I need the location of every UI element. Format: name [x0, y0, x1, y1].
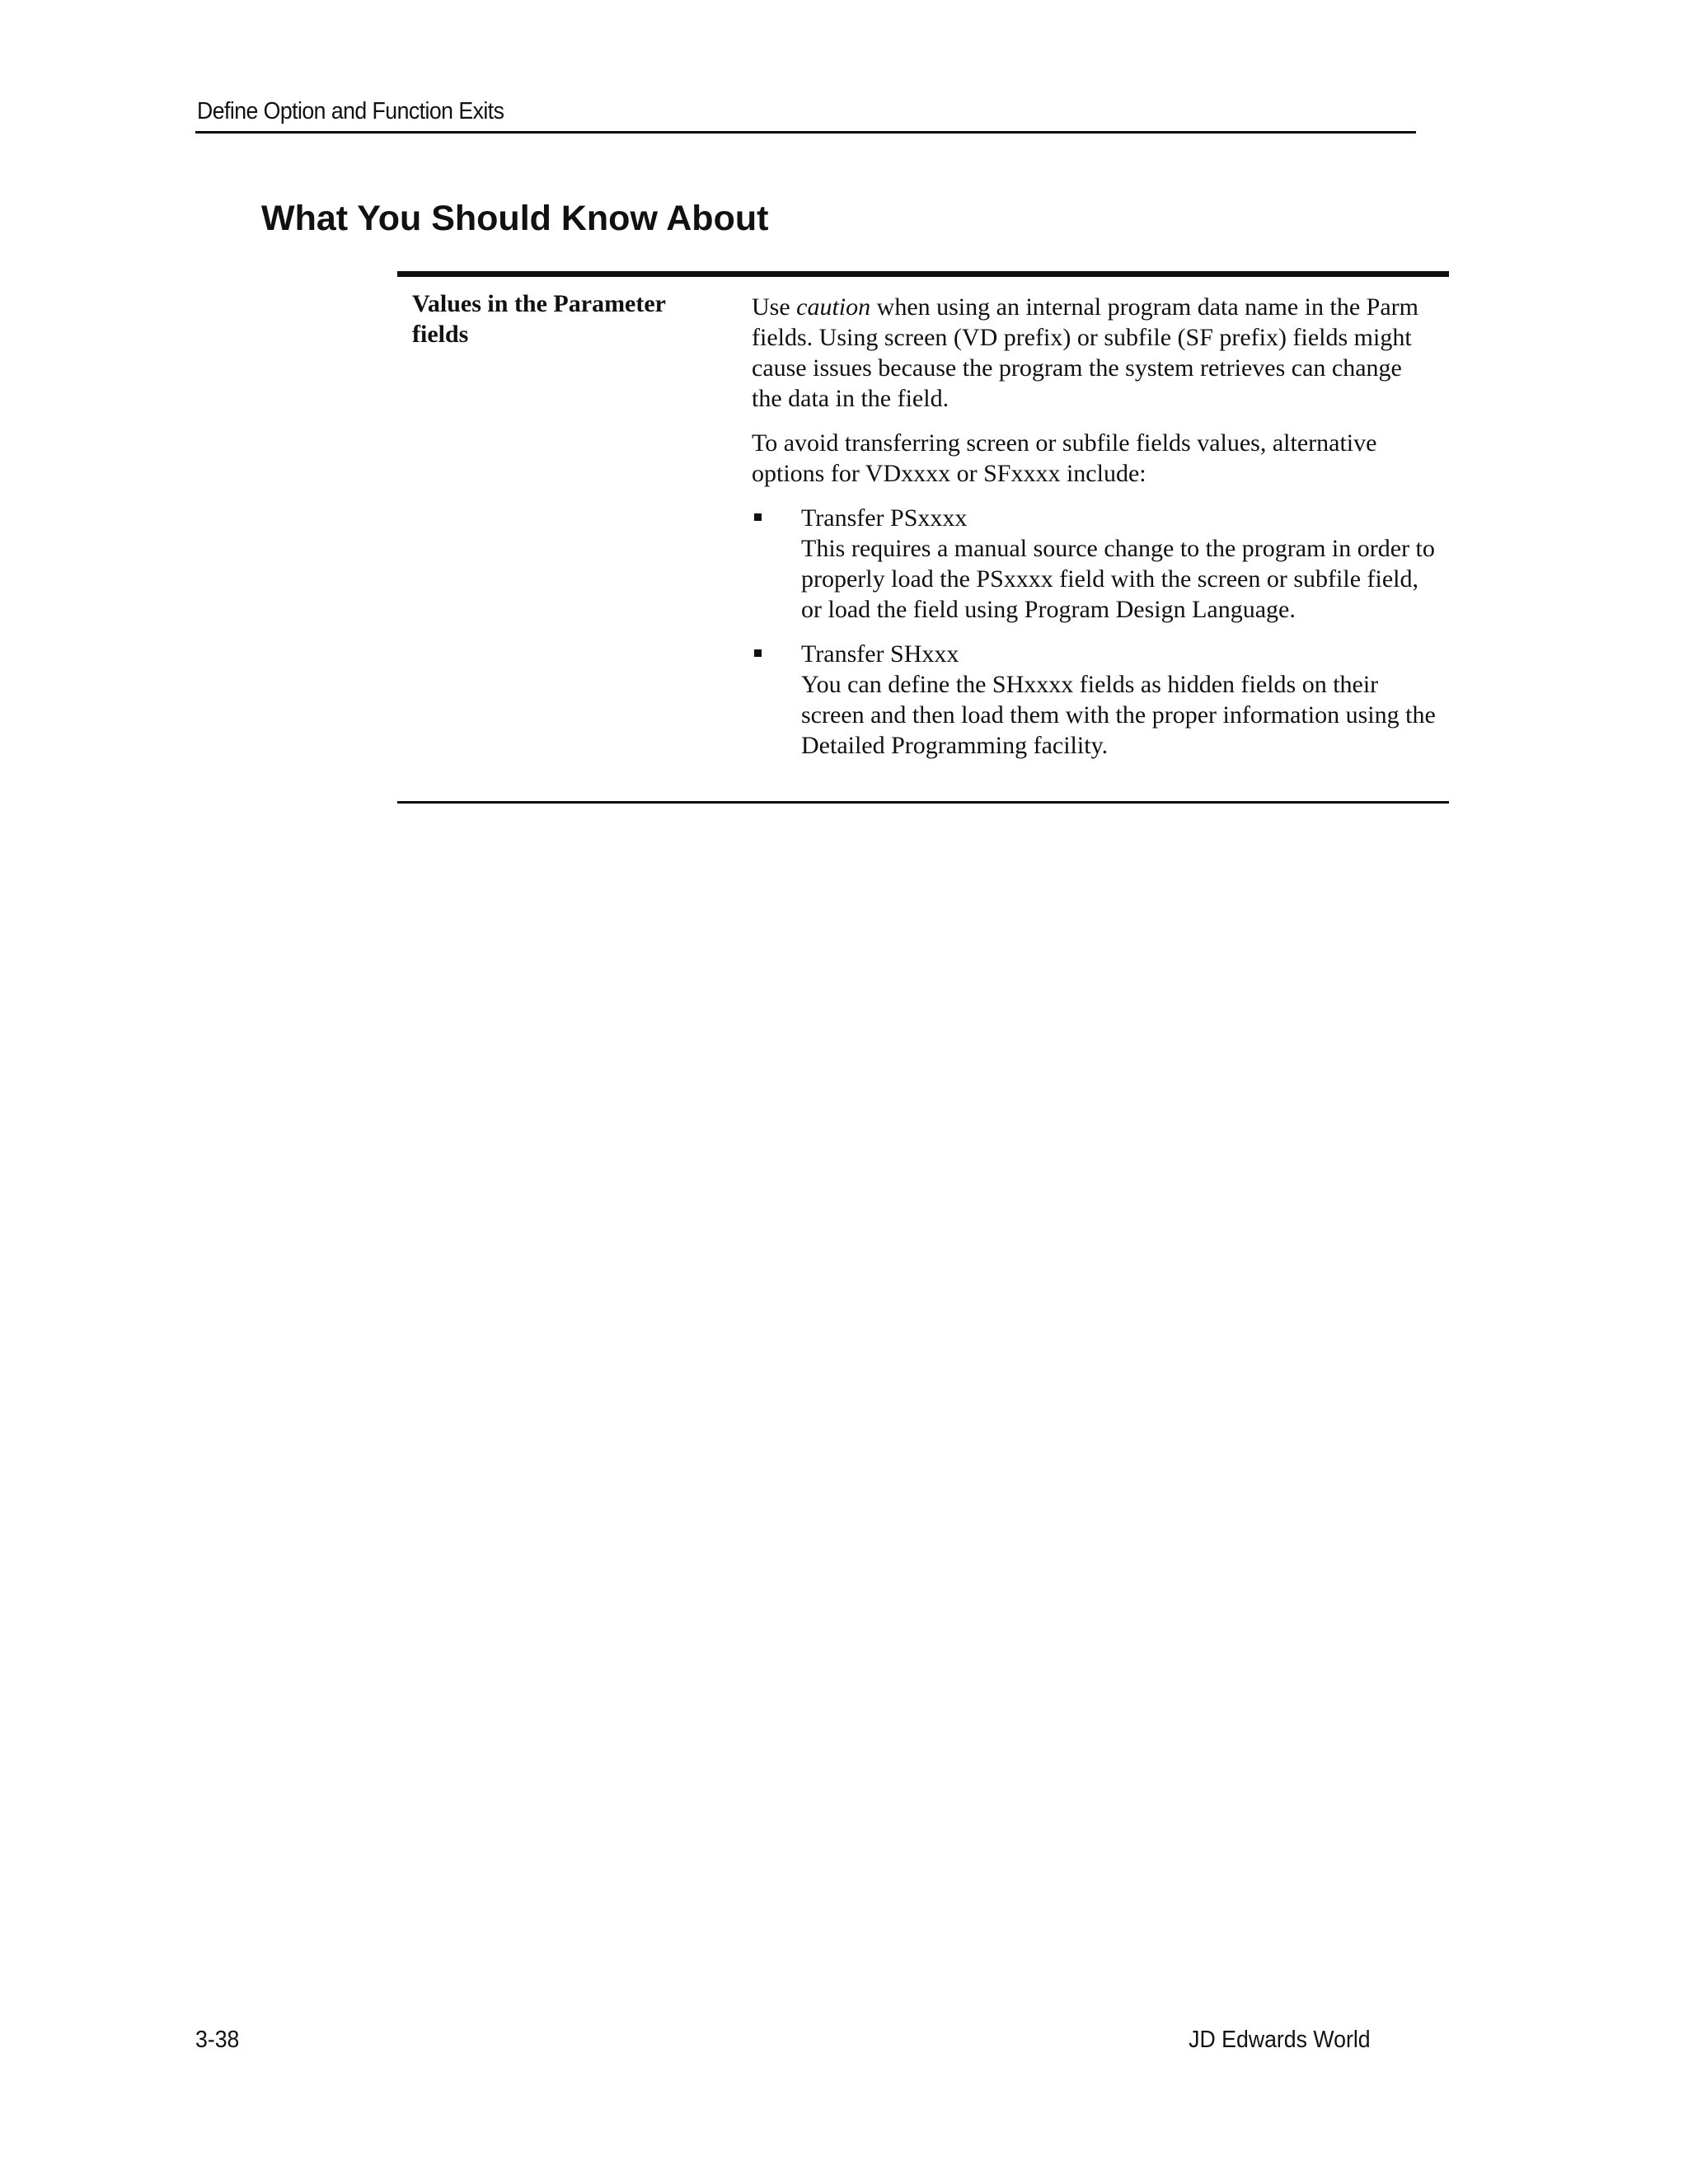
paragraph-text: Use	[752, 293, 797, 321]
bullet-list	[752, 503, 1436, 761]
footer-product-name: JD Edwards World	[1189, 2027, 1371, 2053]
bullet-title: Transfer PSxxxx	[801, 504, 968, 532]
paragraph-text: when using an internal program data name in the Parm fields. Using screen (VD prefix) or subfile (SF prefix) fields might cause issues because the program the system retrieves can change the data in the field.	[752, 293, 1418, 412]
square-bullet-icon	[754, 513, 762, 521]
bullet-body: This requires a manual source change to the program in order to properly load the PSxxxx field with the screen or subfile field, or load the field using Program Design Language.	[801, 535, 1435, 623]
description-paragraph-2: To avoid transferring screen or subfile fields values, alternative options for VDxxxx or SFxxxx include:	[752, 429, 1377, 487]
info-table	[397, 271, 1449, 804]
square-bullet-icon	[754, 649, 762, 657]
running-header-title: Define Option and Function Exits	[197, 98, 504, 124]
list-item	[752, 639, 1436, 761]
description-cell	[752, 292, 1436, 775]
bullet-body: You can define the SHxxxx fields as hidden fields on their screen and then load them with the proper information using the Detailed Programming facility.	[801, 671, 1436, 759]
bullet-title: Transfer SHxxx	[801, 640, 959, 668]
running-header	[195, 97, 1416, 134]
section-title: What You Should Know About	[261, 199, 769, 238]
term-cell: Values in the Parameter fields	[412, 290, 666, 348]
page-number: 3-38	[195, 2027, 240, 2053]
emphasis-text: caution	[796, 293, 871, 321]
list-item	[752, 503, 1436, 625]
description-paragraph-1	[752, 292, 1436, 414]
